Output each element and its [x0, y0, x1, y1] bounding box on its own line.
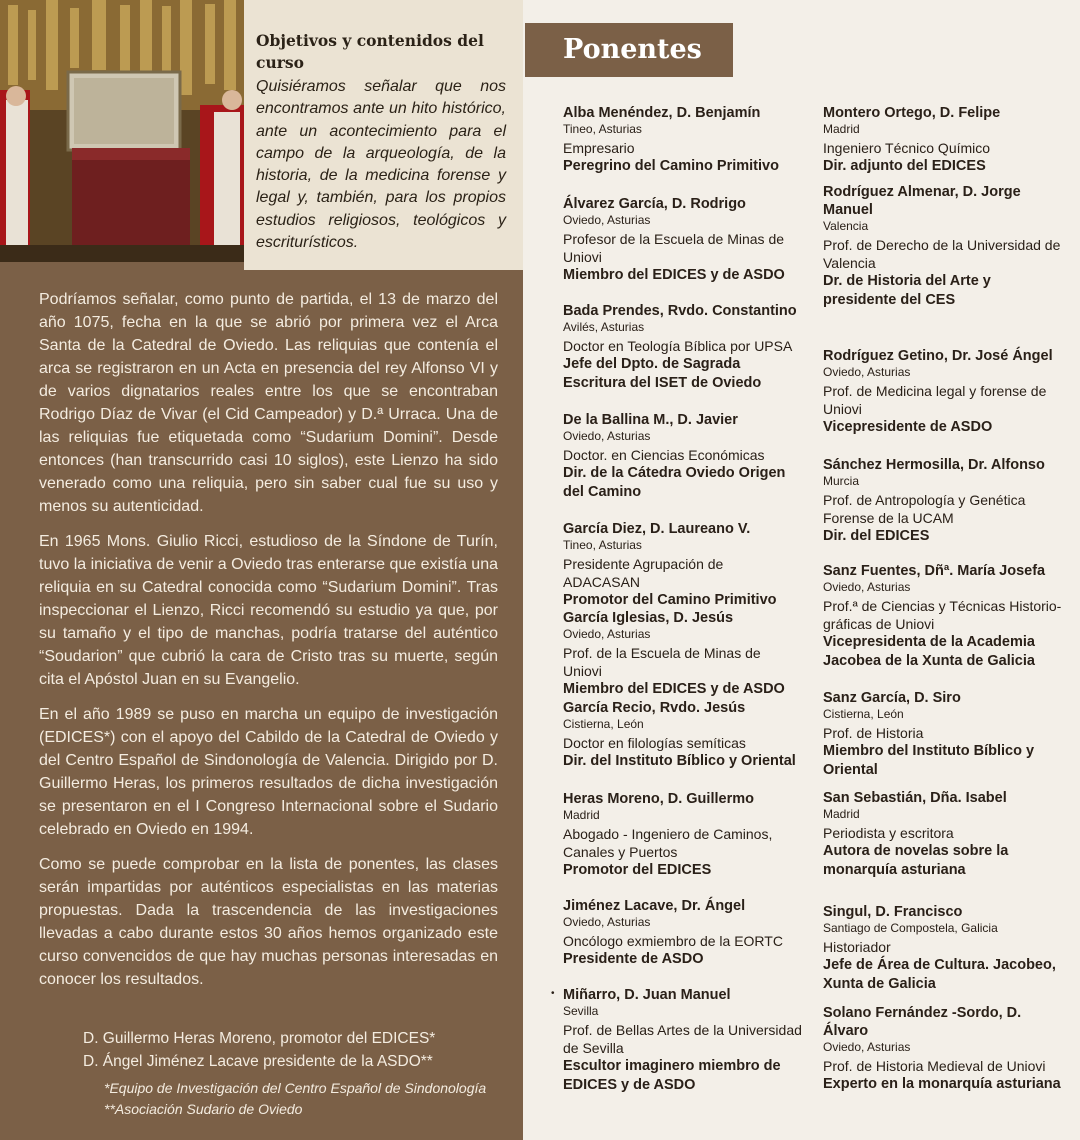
- speaker-name: Solano Fernández -Sordo, D. Álvaro: [823, 1005, 1022, 1039]
- speaker-description: Prof.ª de Ciencias y Técnicas Historio-gráficas de Uniovi: [823, 598, 1062, 632]
- footnotes: [104, 1078, 486, 1120]
- speaker-role: Peregrino del Camino Primitivo: [563, 158, 779, 174]
- speaker-role: Dir. de la Cátedra Oviedo Origen del Camino: [563, 465, 786, 500]
- speaker-entry: [551, 986, 803, 1095]
- speaker-role: Miembro del Instituto Bíblico y Oriental: [823, 743, 1035, 778]
- speaker-entry: [563, 104, 803, 176]
- speaker-entry: [823, 789, 1063, 880]
- footnote: *Equipo de Investigación del Centro Español de Sindonología: [104, 1080, 487, 1096]
- speaker-entry: [563, 520, 803, 610]
- speaker-role: Experto en la monarquía asturiana: [823, 1076, 1061, 1092]
- speaker-entry: [823, 689, 1063, 780]
- signature-line: D. Ángel Jiménez Lacave presidente de la ASDO**: [83, 1053, 433, 1070]
- speaker-role: Jefe del Dpto. de Sagrada Escritura del ISET de Oviedo: [563, 356, 762, 391]
- speaker-name: Sanz García, D. Siro: [823, 690, 961, 706]
- speaker-description: Doctor en filologías semíticas: [563, 735, 746, 751]
- intro-title: Objetivos y contenidos del curso: [256, 31, 484, 72]
- speaker-description: Doctor. en Ciencias Económicas: [563, 447, 765, 463]
- speaker-name: San Sebastián, Dña. Isabel: [823, 790, 1007, 806]
- speaker-role: Escultor imaginero miembro de EDICES y de ASDO: [563, 1058, 781, 1093]
- speaker-name: Alba Menéndez, D. Benjamín: [563, 105, 761, 121]
- body-paragraph: En 1965 Mons. Giulio Ricci, estudioso de la Síndone de Turín, tuvo la iniciativa de venir a Oviedo tras enterarse que existía una reliquia en su Catedral conocida como “Sudarium Domini”. Tras inspeccionar el Lienzo, Ricci recomendó su estudio ya que, por su tamaño y el tipo de manchas, podría tratarse del auténtico “Soudarion” que cubrió la cara de Cristo tras su muerte, según cita el Apóstol Juan en su Evangelio.: [39, 533, 498, 688]
- speaker-entry: [823, 562, 1063, 671]
- speaker-role: Jefe de Área de Cultura. Jacobeo, Xunta de Galicia: [823, 957, 1056, 992]
- speaker-role: Presidente de ASDO: [563, 951, 704, 967]
- speaker-name: Heras Moreno, D. Guillermo: [563, 791, 754, 807]
- speaker-name: Miñarro, D. Juan Manuel: [563, 987, 731, 1003]
- speaker-location: Oviedo, Asturias: [823, 1040, 911, 1054]
- speaker-entry: [563, 790, 803, 880]
- cathedral-photo: [0, 0, 244, 262]
- speaker-entry: [823, 903, 1063, 994]
- speaker-name: De la Ballina M., D. Javier: [563, 412, 738, 428]
- speaker-description: Abogado - Ingeniero de Caminos, Canales y Puertos: [563, 826, 773, 860]
- speaker-location: Murcia: [823, 474, 860, 488]
- body-paragraph: Como se puede comprobar en la lista de ponentes, las clases serán impartidas por auténticos especialistas en las materias propuestas. Dada la trascendencia de las investigaciones llevadas a cabo durante estos 30 años hemos organizado este curso convencidos de que hay muchas personas interesadas en conocer los resultados.: [39, 856, 498, 988]
- body-paragraph: En el año 1989 se puso en marcha un equipo de investigación (EDICES*) con el apoyo del Cabildo de la Catedral de Oviedo y del Centro Español de Sindonología de Valencia. Dirigido por D. Guillermo Heras, los primeros resultados de dicha investigación se presentaron en el I Congreso Internacional sobre el Sudario celebrado en Oviedo en 1994.: [39, 706, 498, 838]
- signature-line: D. Guillermo Heras Moreno, promotor del EDICES*: [83, 1030, 436, 1047]
- speaker-location: Oviedo, Asturias: [563, 627, 651, 641]
- cathedral-photo-image: [0, 0, 244, 262]
- speaker-name: Sanz Fuentes, Dñª. María Josefa: [823, 563, 1046, 579]
- speaker-role: Vicepresidenta de la Academia Jacobea de la Xunta de Galicia: [823, 634, 1035, 669]
- speaker-entry: [563, 411, 803, 502]
- speaker-role: Promotor del EDICES: [563, 862, 712, 878]
- speaker-name: García Iglesias, D. Jesús: [563, 610, 734, 626]
- speaker-role: Promotor del Camino Primitivo: [563, 592, 777, 608]
- speaker-location: Madrid: [823, 122, 860, 136]
- bullet-icon: •: [551, 988, 555, 999]
- speaker-description: Empresario: [563, 140, 635, 156]
- speaker-description: Prof. de Derecho de la Universidad de Valencia: [823, 237, 1061, 271]
- speaker-location: Madrid: [563, 808, 600, 822]
- speaker-name: Rodríguez Almenar, D. Jorge Manuel: [823, 184, 1021, 218]
- speaker-role: Dir. del Instituto Bíblico y Oriental: [563, 753, 796, 769]
- speaker-name: Montero Ortego, D. Felipe: [823, 105, 1001, 121]
- speaker-location: Oviedo, Asturias: [823, 580, 911, 594]
- speaker-entry: [823, 456, 1063, 546]
- speaker-description: Prof. de Medicina legal y forense de Uniovi: [823, 383, 1047, 417]
- speaker-description: Prof. de la Escuela de Minas de Uniovi: [563, 645, 761, 679]
- speaker-location: Avilés, Asturias: [563, 320, 645, 334]
- speaker-role: Vicepresidente de ASDO: [823, 419, 993, 435]
- speaker-name: García Recio, Rvdo. Jesús: [563, 700, 746, 716]
- speaker-role: Dir. adjunto del EDICES: [823, 158, 986, 174]
- speaker-name: Rodríguez Getino, Dr. José Ángel: [823, 348, 1053, 364]
- body-paragraph: Podríamos señalar, como punto de partida, el 13 de marzo del año 1075, fecha en la que se abrió por primera vez el Arca Santa de la Catedral de Oviedo. Las reliquias que contenía el arca se registraron en un Acta en presencia del rey Alfonso VI y de varios dignatarios reales entre los que se encontraban Rodrigo Díaz de Vivar (el Cid Campeador) y D.ª Urraca. Una de las reliquias fue etiquetada como “Sudarium Domini”. Desde entonces (han transcurrido casi 10 siglos), este Lienzo ha sido venerado como una reliquia, pero sin saber cual fue su uso y menos su autenticidad.: [39, 291, 498, 515]
- speaker-location: Tineo, Asturias: [563, 122, 642, 136]
- speaker-description: Prof. de Historia: [823, 725, 924, 741]
- body-text: [39, 288, 498, 1003]
- speaker-entry: [823, 104, 1063, 176]
- speaker-description: Prof. de Antropología y Genética Forense de la UCAM: [823, 492, 1026, 526]
- speaker-location: Cistierna, León: [823, 707, 904, 721]
- speaker-name: Bada Prendes, Rvdo. Constantino: [563, 303, 797, 319]
- speaker-location: Madrid: [823, 807, 860, 821]
- speaker-location: Santiago de Compostela, Galicia: [823, 921, 998, 935]
- speaker-entry: [563, 195, 803, 285]
- speaker-name: Álvarez García, D. Rodrigo: [563, 196, 746, 212]
- speaker-name: Singul, D. Francisco: [823, 904, 963, 920]
- speaker-entry: [823, 1004, 1063, 1094]
- footnote: **Asociación Sudario de Oviedo: [104, 1101, 303, 1117]
- speaker-location: Valencia: [823, 219, 869, 233]
- speaker-entry: [823, 183, 1063, 310]
- speaker-entry: [563, 302, 803, 393]
- speaker-entry: [563, 609, 803, 699]
- ponentes-title: Ponentes: [525, 23, 733, 77]
- speaker-name: García Diez, D. Laureano V.: [563, 521, 751, 537]
- speaker-location: Oviedo, Asturias: [563, 915, 651, 929]
- speaker-description: Periodista y escritora: [823, 825, 954, 841]
- speaker-location: Tineo, Asturias: [563, 538, 642, 552]
- speaker-location: Cistierna, León: [563, 717, 644, 731]
- speaker-entry: [563, 699, 803, 771]
- speaker-role: Dr. de Historia del Arte y presidente del CES: [823, 273, 991, 308]
- speaker-role: Miembro del EDICES y de ASDO: [563, 267, 785, 283]
- speaker-description: Presidente Agrupación de ADACASAN: [563, 556, 724, 590]
- speaker-location: Oviedo, Asturias: [563, 429, 651, 443]
- speaker-description: Ingeniero Técnico Químico: [823, 140, 991, 156]
- speaker-location: Oviedo, Asturias: [823, 365, 911, 379]
- speaker-name: Sánchez Hermosilla, Dr. Alfonso: [823, 457, 1045, 473]
- speaker-role: Autora de novelas sobre la monarquía asturiana: [823, 843, 1009, 878]
- speaker-location: Oviedo, Asturias: [563, 213, 651, 227]
- intro-text: Quisiéramos señalar que nos encontramos ante un hito histórico, ante un acontecimiento para el campo de la arqueología, de la historia, de la medicina forense y legal y, también, para los propios estudios religiosos, teológicos y escriturísticos.: [256, 78, 506, 252]
- speaker-description: Prof. de Bellas Artes de la Universidad de Sevilla: [563, 1022, 802, 1056]
- speaker-role: Miembro del EDICES y de ASDO: [563, 681, 785, 697]
- speaker-description: Doctor en Teología Bíblica por UPSA: [563, 338, 793, 354]
- speaker-description: Profesor de la Escuela de Minas de Uniovi: [563, 231, 785, 265]
- speaker-entry: [563, 897, 803, 969]
- speaker-location: Sevilla: [563, 1004, 599, 1018]
- intro-box: [244, 0, 523, 270]
- speaker-description: Oncólogo exmiembro de la EORTC: [563, 933, 783, 949]
- speaker-name: Jiménez Lacave, Dr. Ángel: [563, 898, 746, 914]
- signatures: [83, 1027, 435, 1073]
- speaker-role: Dir. del EDICES: [823, 528, 930, 544]
- speaker-description: Prof. de Historia Medieval de Uniovi: [823, 1058, 1046, 1074]
- speaker-entry: [823, 347, 1063, 437]
- speaker-description: Historiador: [823, 939, 891, 955]
